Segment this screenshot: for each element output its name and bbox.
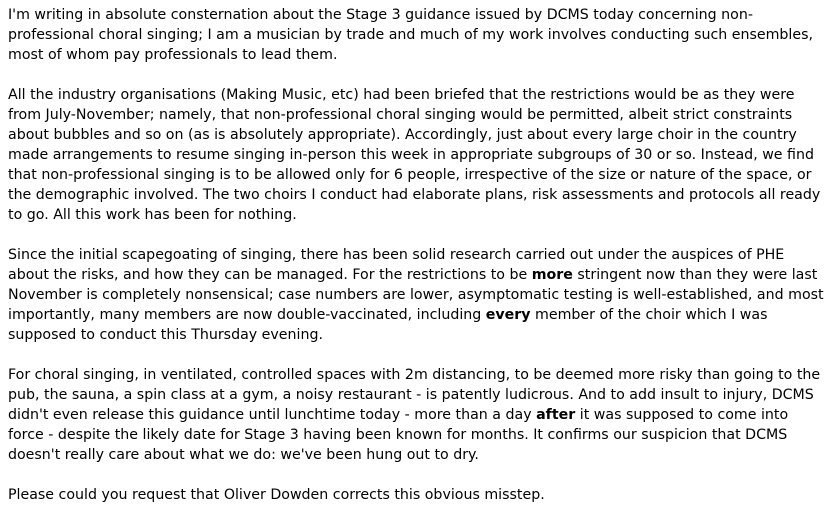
paragraph-text: All the industry organisations (Making Music, etc) had been briefed that the restrictions would be as they were from July-November; namely, that non-professional choral singing would be permitted, albeit strict constraints about bubbles and so on (as is absolutely appropriate). Accordingly, just about every large choir in the country made arrangements to resume singing in-person this week in appropriate subgroups of 30 or so. Instead, we find that non-professional singing is to be allowed only for 6 people, irrespective of the size or nature of the space, or the demographic involved. The two choirs I conduct had elaborate plans, risk assessments and protocols all ready to go. All this work has been for nothing.	[8, 87, 821, 223]
emphasis-text: after	[536, 407, 576, 423]
paragraph-text: member of the choir which I was supposed to conduct this Thursday evening.	[8, 307, 768, 343]
emphasis-text: every	[485, 307, 531, 323]
paragraph-text: stringent now than they were last November is completely nonsensical; case numbers are lower, asymptomatic testing is well-established, and most importantly, many members are now double-vaccinated, including	[8, 267, 824, 323]
letter-body	[8, 5, 826, 505]
paragraph-text: Please could you request that Oliver Dowden corrects this obvious misstep.	[8, 487, 545, 503]
paragraph-text: Since the initial scapegoating of singing, there has been solid research carried out under the auspices of PHE about the risks, and how they can be managed. For the restrictions to be	[8, 247, 785, 283]
paragraph-text: it was supposed to come into force - despite the likely date for Stage 3 having been known for months. It confirms our suspicion that DCMS doesn't really care about what we do: we've been hung out to dry.	[8, 407, 789, 463]
paragraph-risk-comparison	[8, 365, 826, 465]
emphasis-text: more	[531, 267, 573, 283]
paragraph-industry-briefing	[8, 85, 826, 225]
paragraph-text: I'm writing in absolute consternation about the Stage 3 guidance issued by DCMS today concerning non-professional choral singing; I am a musician by trade and much of my work involves conducting such ensembles, most of whom pay professionals to lead them.	[8, 7, 813, 63]
paragraph-closing-request	[8, 485, 826, 505]
paragraph-opening	[8, 5, 826, 65]
paragraph-research	[8, 245, 826, 345]
paragraph-text: For choral singing, in ventilated, controlled spaces with 2m distancing, to be deemed more risky than going to the pub, the sauna, a spin class at a gym, a noisy restaurant - is patently ludicrous. And to add insult to injury, DCMS didn't even release this guidance until lunchtime today - more than a day	[8, 367, 821, 423]
